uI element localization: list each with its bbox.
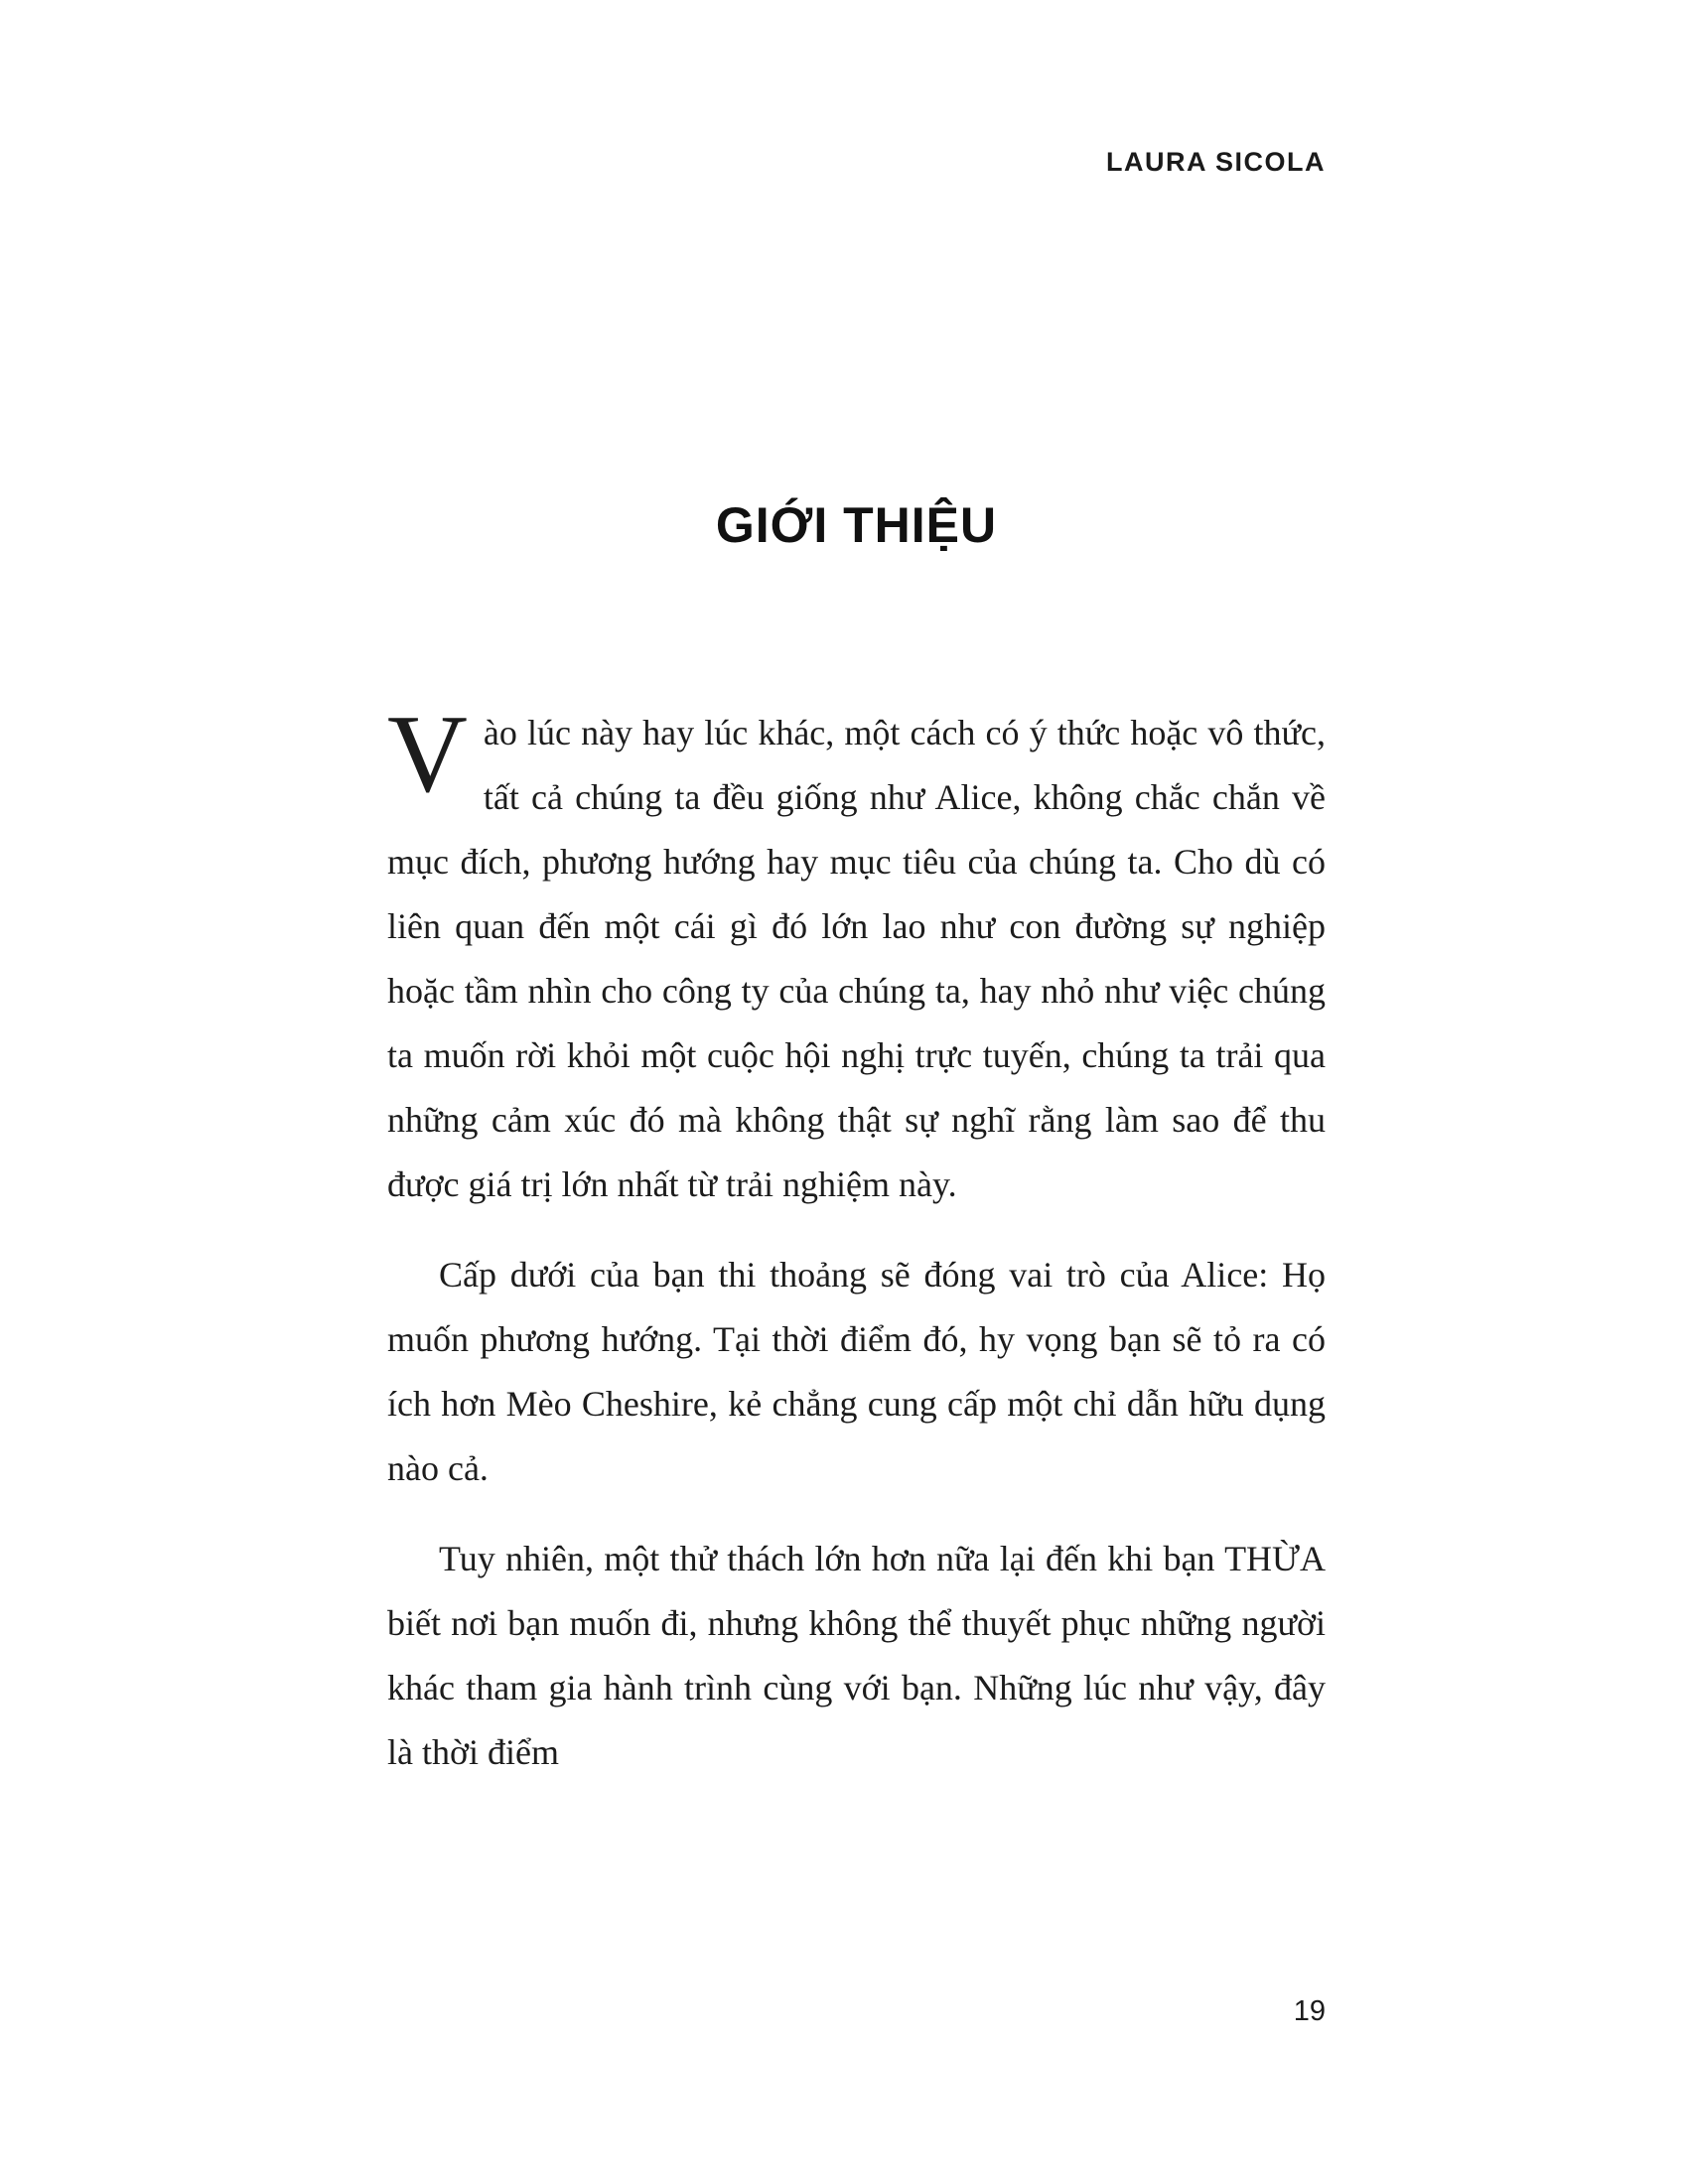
chapter-title: GIỚI THIỆU [715, 497, 998, 553]
body-text [387, 693, 1326, 1811]
running-header-author: LAURA SICOLA [1106, 147, 1326, 177]
paragraph-intro-text: ào lúc này hay lúc khác, một cách có ý thức hoặc vô thức, tất cả chúng ta đều giống như Alice, không chắc chắn về mục đích, phương hướng hay mục tiêu của chúng ta. Cho dù có liên quan đến một cái gì đó lớn lao như con đường sự nghiệp hoặc tầm nhìn cho công ty của chúng ta, hay nhỏ như việc chúng ta muốn rời khỏi một cuộc hội nghị trực tuyến, chúng ta trải qua những cảm xúc đó mà không thật sự nghĩ rằng làm sao để thu được giá trị lớn nhất từ trải nghiệm này. [387, 713, 1326, 1204]
paragraph-two: Cấp dưới của bạn thi thoảng sẽ đóng vai trò của Alice: Họ muốn phương hướng. Tại thời điểm đó, hy vọng bạn sẽ tỏ ra có ích hơn Mèo Cheshire, kẻ chẳng cung cấp một chỉ dẫn hữu dụng nào cả. [387, 1255, 1326, 1488]
dropcap-letter: V [387, 693, 468, 816]
paragraph-intro [387, 693, 1326, 1217]
page-number: 19 [1293, 1995, 1326, 2027]
paragraph-three: Tuy nhiên, một thử thách lớn hơn nữa lại đến khi bạn THỪA biết nơi bạn muốn đi, nhưng không thể thuyết phục những người khác tham gia hành trình cùng với bạn. Những lúc như vậy, đây là thời điểm [387, 1539, 1326, 1772]
